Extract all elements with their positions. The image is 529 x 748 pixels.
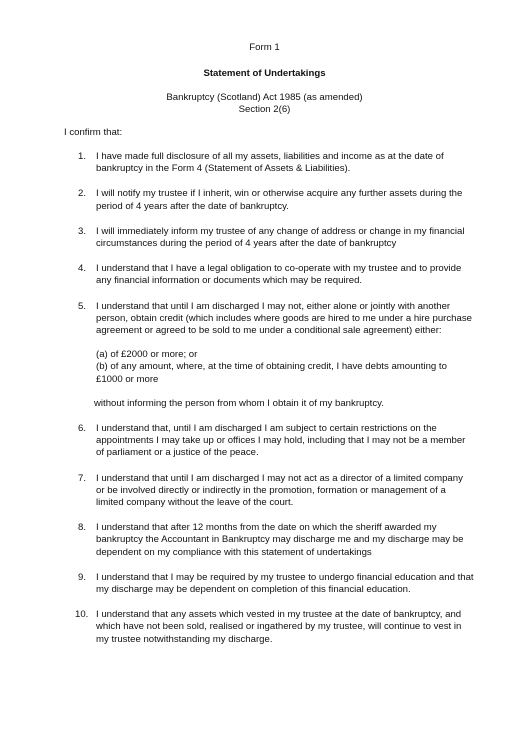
item-closing-text: without informing the person from whom I obtain it of my bankruptcy. <box>94 397 384 409</box>
item-sub-b: (b) of any amount, where, at the time of obtaining credit, I have debts amounting to £1000 or more <box>96 361 447 385</box>
item-number: 10. <box>75 609 89 621</box>
item-number: 5. <box>78 300 87 312</box>
item-text: I understand that I may be required by my trustee to undergo financial education and that my discharge may be dependent on completion of this financial education. <box>96 571 474 596</box>
list-item <box>64 226 474 250</box>
item-text: I understand that after 12 months from the date on which the sheriff awarded my bankruptcy the Accountant in Bankruptcy may discharge me and my discharge may be dependent on my compliance with this statement of undertakings <box>96 522 464 558</box>
document-title: Statement of Undertakings <box>203 68 326 79</box>
item-text: I understand that I have a legal obligation to co-operate with my trustee and to provide any financial information or documents which may be required. <box>96 263 462 287</box>
list-item <box>64 609 474 646</box>
act-section: Section 2(6) <box>238 104 291 116</box>
item-text: I have made full disclosure of all my assets, liabilities and income as at the date of bankruptcy in the Form 4 (Statement of Assets & Liabilities). <box>96 151 444 175</box>
item-text: I understand that until I am discharged I may not, either alone or jointly with another person, obtain credit (which includes where goods are hired to me under a hire purchase agreement or agreed to be sold to me under a conditional sale agreement) either: <box>96 300 472 337</box>
item-text: I understand that until I am discharged I may not act as a director of a limited company or be involved directly or indirectly in the promotion, formation or management of a limited company without the leave of the court. <box>96 472 463 509</box>
item-number: 4. <box>78 263 87 275</box>
list-item <box>64 522 474 559</box>
item-text: I will immediately inform my trustee of any change of address or change in my financial circumstances during the period of 4 years after the date of bankruptcy <box>96 225 465 250</box>
list-item <box>64 423 474 460</box>
list-item <box>64 263 474 287</box>
item-number: 8. <box>78 522 87 534</box>
item-number: 3. <box>78 225 87 237</box>
form-label: Form 1 <box>249 42 280 53</box>
list-item <box>64 188 474 212</box>
item-number: 9. <box>78 571 87 583</box>
list-item <box>64 473 474 510</box>
item-text: I understand that any assets which vested in my trustee at the date of bankruptcy, and which have not been sold, realised or ingathered by my trustee, will continue to vest in my trustee notwithstanding my discharge. <box>96 609 462 645</box>
act-reference <box>0 92 529 116</box>
list-item <box>64 572 474 596</box>
item-number: 7. <box>78 472 87 484</box>
item-number: 2. <box>78 188 87 200</box>
item-number: 1. <box>78 151 87 162</box>
act-name: Bankruptcy (Scotland) Act 1985 (as amended) <box>166 92 363 103</box>
item-sub-a: (a) of £2000 or more; or <box>96 349 198 361</box>
item-text: I understand that, until I am discharged I am subject to certain restrictions on the appointments I may take up or offices I may hold, including that I may not be a member of parliament or a justice of the peace. <box>96 423 466 459</box>
list-item <box>64 301 474 410</box>
item-number: 6. <box>78 423 87 435</box>
undertakings-list <box>64 151 474 659</box>
list-item <box>64 151 474 175</box>
item-text: I will notify my trustee if I inherit, win or otherwise acquire any further assets during the period of 4 years after the date of bankruptcy. <box>96 188 463 212</box>
intro-text: I confirm that: <box>64 127 123 138</box>
